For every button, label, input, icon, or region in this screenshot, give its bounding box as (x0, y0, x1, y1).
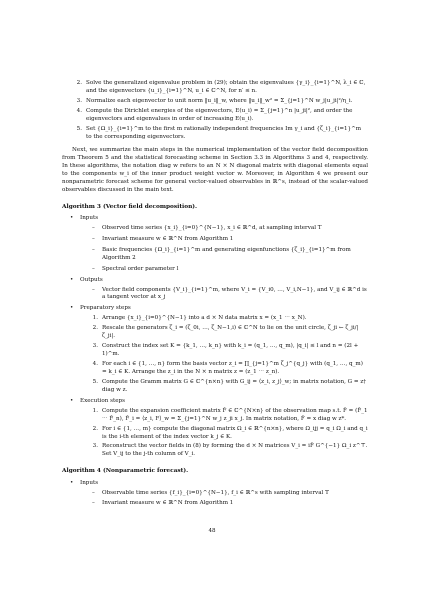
algorithm3-outputs: • Outputs – Vector field components {V_i}_{i=1}^m, where V_i = {V_i0, …, V_i,N−1}, and V_ij ∈ ℝ^d is a tangent vector at x_j (70, 276, 367, 301)
step-item: 4. Compute the Dirichlet energies of the eigenvectors, E(u_i) = Σ_{j=1}^n |u_ji|², and order the eigenvectors and eigenvalues in order of increasing E(u_i). (76, 108, 353, 123)
step-item: 2. For i ∈ {1, …, m} compute the diagonal matrix Ω_i ∈ ℝ^{n×n}, where Ω_ijj = q_i Ω_i and q_i is the i-th element of the index vector k_j ∈ K. (92, 425, 368, 440)
algorithm4-title: Algorithm 4 (Nonparametric forecast). (62, 468, 189, 475)
list-item: – Basic frequencies {Ω_i}_{i=1}^m and generating eigenfunctions {ζ_i}_{i=1}^m from Algorithm 2 (92, 246, 351, 261)
list-item: – Observed time series {x_i}_{i=0}^{N−1}, x_i ∈ ℝ^d, at sampling interval T (92, 224, 322, 231)
step-item: 3. Reconstruct the vector fields in (8) by forming the d × N matrices V_i = iF̂ G^{−1} Ω_i z^⊤. Set V_ij to the j-th column of V_i. (92, 443, 368, 458)
algorithm3-title: Algorithm 3 (Vector field decomposition). (62, 203, 198, 210)
bullet-icon: • (70, 305, 74, 312)
list-item: – Invariant measure w ∈ ℝ^N from Algorithm 1 (92, 500, 234, 507)
step-item: 1. Arrange {x_i}_{i=0}^{N−1} into a d × N data matrix x = (x_1 ⋯ x_N). (92, 315, 307, 322)
dash-icon: – (92, 286, 95, 293)
step-item: 2. Solve the generalized eigenvalue problem in (29); obtain the eigenvalues {γ_i}_{i=1}^N, λ_i ∈ ℂ, and the eigenvectors {u_i}_{i=1}^N, u_i ∈ ℂ^N, for n′ ≤ n. (76, 80, 366, 94)
step-item: 3. Construct the index set K = {k_1, …, k_n} with k_i = (q_1, …, q_m), |q_i| ≤ l and n = (2l + 1)^m. (92, 343, 359, 358)
step-item: 4. For each i ∈ {1, …, n} form the basis vector z_i = ∏_{j=1}^m ζ_j^{q_j} with (q_1, …, q_m) = k_i ∈ K. Arrange the z_i in the N × n matrix z = (z_1 ⋯ z_n). (92, 361, 363, 375)
list-item: – Vector field components {V_i}_{i=1}^m, where V_i = {V_i0, …, V_i,N−1}, and V_ij ∈ ℝ^d is a tangent vector at x_j (92, 286, 367, 301)
bullet-icon: • (70, 214, 74, 221)
algorithm3-preparatory-steps: • Preparatory steps 1. Arrange {x_i}_{i=0}^{N−1} into a d × N data matrix x = (x_1 ⋯ x_N). 2. Rescale the generators ζ_i = (ζ_0i, …, ζ_N−1,i) ∈ ℂ^N to lie on the unit circle, ζ_ji ← ζ_ji/|ζ_ji|. 3. Construct the index set K = {k_1, …, k_n} with k_i = (q_1, …, q_m), |q_i| ≤ l and n = (2l + 1)^m. 4. For each i ∈ {1, …, n} form the basis vector z_i = ∏_{j=1}^m ζ_j^{q_j} with (q_1, …, q_m) = k_i ∈ K. Arrange the z_i in the N × n matrix z = (z_1 ⋯ z_n). 5. Compute the Gramm matrix G ∈ ℂ^{n×n} with G_ij = ⟨z_i, z_j⟩_w; in matrix notation, G = z† diag w z. (70, 305, 367, 393)
dash-icon: – (92, 265, 95, 272)
algorithm3-inputs: • Inputs – Observed time series {x_i}_{i=0}^{N−1}, x_i ∈ ℝ^d, at sampling interval T – Invariant measure w ∈ ℝ^N from Algorithm 1 – Basic frequencies {Ω_i}_{i=1}^m and generating eigenfunctions {ζ_i}_{i=1}^m from Algorithm 2 – Spectral order parameter l (70, 215, 368, 274)
list-item: – Invariant measure w ∈ ℝ^N from Algorithm 1 (92, 235, 234, 242)
step-item: 5. Compute the Gramm matrix G ∈ ℂ^{n×n} with G_ij = ⟨z_i, z_j⟩_w; in matrix notation, G = z† diag w z. (92, 378, 367, 393)
algorithm4-inputs: • Inputs – Observable time series {f_i}_{i=0}^{N−1}, f_i ∈ ℝ^s with sampling interval T – Invariant measure w ∈ ℝ^N from Algorithm 1 (70, 480, 368, 509)
list-item: – Observable time series {f_i}_{i=0}^{N−1}, f_i ∈ ℝ^s with sampling interval T (92, 489, 329, 496)
body-paragraph: Next, we summarize the main steps in the numerical implementation of the vector field decomposition from Theorem 5 and the statistical forecasting scheme in Section 3.3 in Algorithms 3 and 4, respectively. In these algorithms, the notation diag w refers to an N × N diagonal matrix with diagonal elements equal to the components w_i of the inner product weight vector w. Moreover, in Algorithm 4 we present our nonparametric forecast scheme for general vector-valued observables in ℝ^s, instead of the scalar-valued observables discussed in the main text. (62, 147, 368, 193)
bullet-icon: • (70, 479, 74, 486)
dash-icon: – (92, 489, 95, 496)
bullet-icon: • (70, 397, 74, 404)
dash-icon: – (92, 235, 95, 242)
dash-icon: – (92, 246, 95, 253)
algorithm2-steps-continued (74, 80, 368, 142)
list-item: – Spectral order parameter l (92, 265, 179, 272)
step-item: 1. Compute the expansion coefficient matrix F̂ ∈ ℂ^{N×n} of the observation map s.t. F̂ = (F̂_1 ⋯ F̂_n), F̂_i = ⟨z_i, F⟩_w = Σ_{j=1}^N w_j z_ji x_j. In matrix notation, F̂ = x diag w z*. (92, 407, 368, 422)
dash-icon: – (92, 224, 95, 231)
algorithm3-execution-steps: • Execution steps 1. Compute the expansion coefficient matrix F̂ ∈ ℂ^{N×n} of the observation map s.t. F̂ = (F̂_1 ⋯ F̂_n), F̂_i = ⟨z_i, F⟩_w = Σ_{j=1}^N w_j z_ji x_j. In matrix notation, F̂ = x diag w z*. 2. For i ∈ {1, …, m} compute the diagonal matrix Ω_i ∈ ℝ^{n×n}, where Ω_ijj = q_i Ω_i and q_i is the i-th element of the index vector k_j ∈ K. 3. Reconstruct the vector fields in (8) by forming the d × N matrices V_i = iF̂ G^{−1} Ω_i z^⊤. Set V_ij to the j-th column of V_i. (70, 397, 368, 458)
page-number: 48 (208, 528, 216, 534)
page-body (62, 80, 368, 511)
bullet-icon: • (70, 276, 74, 283)
step-item: 2. Rescale the generators ζ_i = (ζ_0i, …, ζ_N−1,i) ∈ ℂ^N to lie on the unit circle, ζ_ji ← ζ_ji/|ζ_ji|. (92, 325, 359, 340)
step-item: 3. Normalize each eigenvector to unit norm ‖u_i‖_w, where ‖u_i‖_w² = Σ_{j=1}^N w_j|u_ji|²/η_i. (76, 98, 353, 105)
step-item: 5. Set {Ω_i}_{i=1}^m to the first m rationally independent frequencies Im γ_i and {ζ_i}_{i=1}^m to the corresponding eigenvectors. (76, 126, 362, 141)
dash-icon: – (92, 500, 95, 507)
